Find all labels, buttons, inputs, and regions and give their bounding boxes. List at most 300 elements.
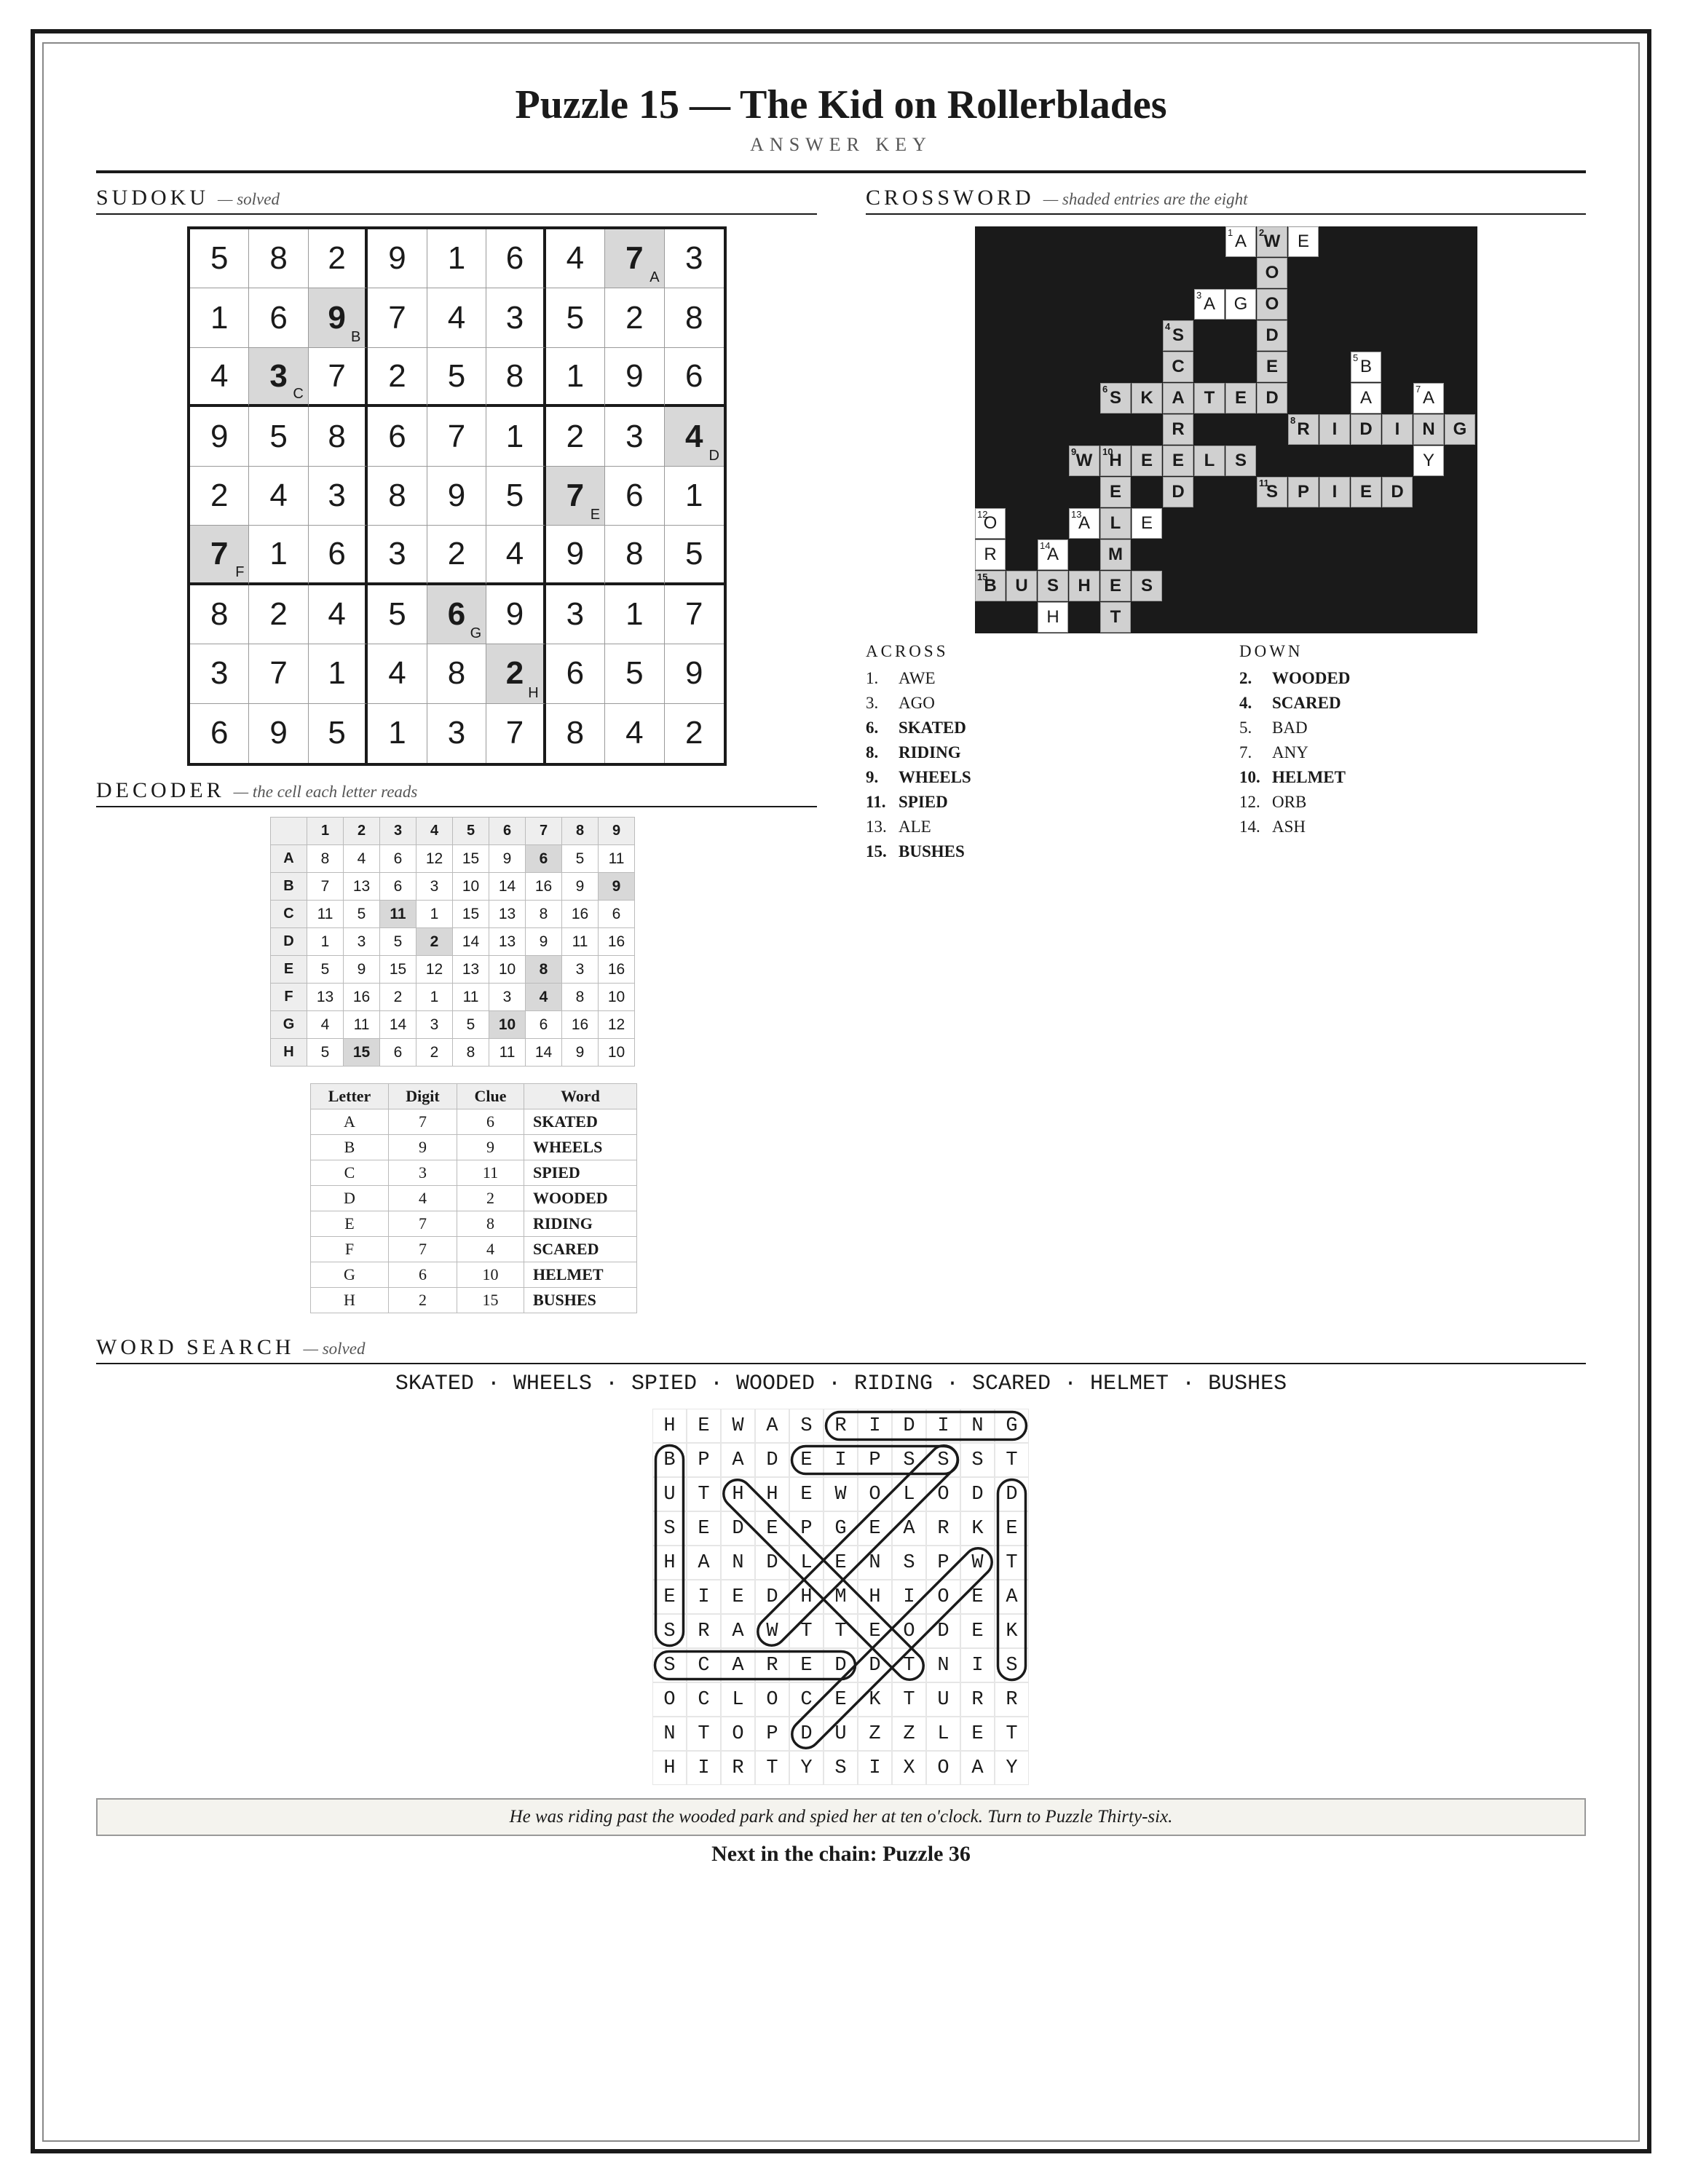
sudoku-cell <box>368 229 427 288</box>
wordsearch-cell: R <box>824 1409 858 1443</box>
sudoku-digit: 5 <box>328 715 346 751</box>
sudoku-cell <box>427 585 486 644</box>
letter-table-cell: A <box>311 1109 389 1135</box>
clue-answer: RIDING <box>899 743 961 761</box>
crossword-cell <box>975 508 1006 539</box>
wordsearch-cell: A <box>755 1409 789 1443</box>
wordsearch-cell: O <box>926 1751 960 1785</box>
sudoku-digit: 9 <box>210 418 229 454</box>
sudoku-digit: 9 <box>625 357 644 394</box>
crossword-cell <box>1069 508 1099 539</box>
wordsearch-cell: D <box>789 1717 824 1751</box>
sudoku-cell <box>665 348 724 407</box>
decoder-cell: 8 <box>526 901 562 928</box>
sudoku-cell <box>546 704 605 763</box>
sudoku-cell <box>309 467 368 526</box>
sudoku-digit: 4 <box>505 535 524 571</box>
crossword-number: 15 <box>977 571 988 582</box>
crossword-letter: D <box>1266 325 1279 345</box>
sudoku-digit: 1 <box>269 535 288 571</box>
sudoku-section-header <box>96 186 817 215</box>
sudoku-grid <box>187 226 727 766</box>
sudoku-letter-tag: G <box>470 625 482 642</box>
decoder-cell: 9 <box>344 956 380 984</box>
wordsearch-cell: S <box>652 1614 687 1648</box>
decoder-row-label: A <box>271 845 307 873</box>
decoder-cell: 6 <box>599 901 635 928</box>
wordsearch-cell: A <box>960 1751 995 1785</box>
letter-table-cell: D <box>311 1186 389 1211</box>
crossword-heading: CROSSWORD <box>866 186 1035 210</box>
crossword-number: 13 <box>1071 509 1082 520</box>
letter-table-cell: E <box>311 1211 389 1237</box>
decoder-col-header: 6 <box>489 818 526 845</box>
sudoku-cell <box>309 407 368 466</box>
decoder-section-header <box>96 778 817 807</box>
decoder-header-row <box>271 818 635 845</box>
decoder-cell: 8 <box>307 845 344 873</box>
page-subtitle: ANSWER KEY <box>750 134 932 155</box>
sudoku-digit: 9 <box>505 596 524 632</box>
sudoku-digit: 8 <box>269 240 288 277</box>
sudoku-digit: 3 <box>447 715 466 751</box>
letter-table-cell: SCARED <box>524 1237 637 1262</box>
wordsearch-cell: K <box>995 1614 1029 1648</box>
sudoku-cell <box>427 229 486 288</box>
decoder-cell: 13 <box>489 901 526 928</box>
wordsearch-cell: E <box>960 1614 995 1648</box>
sudoku-cell <box>486 644 545 703</box>
wordsearch-cell: W <box>721 1409 755 1443</box>
letter-table-header-row <box>311 1084 637 1109</box>
sudoku-digit: 9 <box>566 535 585 571</box>
crossword-cell <box>1225 383 1256 414</box>
clue-answer: SKATED <box>899 719 966 737</box>
decoder-cell: 8 <box>562 984 599 1011</box>
wordsearch-cell: S <box>789 1409 824 1443</box>
wordsearch-cell: B <box>652 1443 687 1477</box>
clue-item <box>866 691 971 716</box>
decoder-cell: 16 <box>562 1011 599 1039</box>
crossword-cell <box>1194 446 1225 476</box>
wordsearch-cell: S <box>995 1648 1029 1682</box>
crossword-cell <box>1163 320 1193 351</box>
sudoku-digit: 5 <box>505 477 524 513</box>
wordsearch-cell: E <box>721 1580 755 1614</box>
sudoku-cell <box>249 348 308 407</box>
crossword-cell <box>1413 414 1444 445</box>
sudoku-digit: 3 <box>685 240 703 277</box>
wordsearch-cell: G <box>995 1409 1029 1443</box>
sudoku-digit: 4 <box>328 596 346 632</box>
wordsearch-cell: D <box>755 1443 789 1477</box>
wordsearch-cell: D <box>926 1614 960 1648</box>
sudoku-cell <box>368 467 427 526</box>
crossword-cell <box>1351 383 1381 414</box>
crossword-cell <box>1257 477 1287 507</box>
wordsearch-cell: E <box>824 1546 858 1580</box>
wordsearch-cell: N <box>960 1409 995 1443</box>
sudoku-cell <box>427 704 486 763</box>
crossword-letter: B <box>984 576 997 596</box>
crossword-number: 8 <box>1290 415 1296 426</box>
wordsearch-cell: I <box>892 1580 926 1614</box>
crossword-letter: T <box>1204 388 1215 408</box>
clue-item <box>866 790 971 815</box>
decoder-cell: 3 <box>489 984 526 1011</box>
letter-table-row <box>311 1135 637 1160</box>
crossword-letter: H <box>1078 576 1091 596</box>
wordsearch-cell: G <box>824 1511 858 1546</box>
sudoku-digit: 5 <box>210 240 229 277</box>
crossword-letter: R <box>1172 419 1185 439</box>
wordsearch-cell: P <box>926 1546 960 1580</box>
wordsearch-cell: Z <box>858 1717 892 1751</box>
sudoku-cell <box>190 585 249 644</box>
crossword-letter: W <box>1263 232 1281 251</box>
letter-table-cell: 3 <box>389 1160 457 1186</box>
wordsearch-cell: C <box>789 1682 824 1717</box>
sudoku-digit: 5 <box>269 418 288 454</box>
wordsearch-word-list: SKATED · WHEELS · SPIED · WOODED · RIDING · SCARED · HELMET · BUSHES <box>395 1372 1287 1396</box>
letter-table-cell: 4 <box>457 1237 524 1262</box>
decoder-row-label: D <box>271 928 307 956</box>
sudoku-cell <box>249 644 308 703</box>
wordsearch-cell: D <box>960 1477 995 1511</box>
crossword-cell <box>1100 477 1131 507</box>
wordsearch-cell: W <box>960 1546 995 1580</box>
decoder-cell: 14 <box>489 873 526 901</box>
wordsearch-cell: O <box>652 1682 687 1717</box>
sudoku-cell <box>427 407 486 466</box>
clue-item <box>1239 716 1350 740</box>
wordsearch-cell: E <box>755 1511 789 1546</box>
clue-answer: WOODED <box>1272 669 1351 687</box>
decoder-cell: 14 <box>526 1039 562 1067</box>
crossword-number: 4 <box>1165 321 1171 332</box>
decoder-cell: 3 <box>344 928 380 956</box>
wordsearch-cell: P <box>789 1511 824 1546</box>
letter-table-cell: SKATED <box>524 1109 637 1135</box>
wordsearch-cell: L <box>892 1477 926 1511</box>
wordsearch-cell: H <box>652 1409 687 1443</box>
wordsearch-cell: U <box>926 1682 960 1717</box>
wordsearch-cell: R <box>755 1648 789 1682</box>
sudoku-digit: 8 <box>210 596 229 632</box>
clue-item <box>866 765 971 790</box>
clue-answer: AGO <box>899 694 935 712</box>
sudoku-cell <box>665 288 724 347</box>
sudoku-digit: 7 <box>328 357 346 394</box>
wordsearch-cell: S <box>892 1443 926 1477</box>
sudoku-digit: 5 <box>447 357 466 394</box>
clue-item <box>866 815 971 839</box>
sudoku-cell <box>486 467 545 526</box>
crossword-cell <box>1100 602 1131 633</box>
crossword-letter: A <box>1359 388 1372 408</box>
decoder-cell: 14 <box>453 928 489 956</box>
decoder-cell: 11 <box>599 845 635 873</box>
sudoku-cell <box>368 288 427 347</box>
sudoku-digit: 7 <box>685 596 703 632</box>
wordsearch-cell: A <box>721 1648 755 1682</box>
wordsearch-cell: H <box>652 1546 687 1580</box>
crossword-letter: W <box>1075 451 1093 470</box>
wordsearch-cell: N <box>721 1546 755 1580</box>
crossword-letter: O <box>1265 294 1279 314</box>
wordsearch-cell: O <box>926 1477 960 1511</box>
crossword-letter: E <box>1109 576 1121 596</box>
crossword-cell <box>1319 414 1350 445</box>
crossword-cell <box>1351 477 1381 507</box>
sudoku-cell <box>546 526 605 585</box>
crossword-letter: L <box>1204 451 1215 470</box>
sudoku-digit: 3 <box>625 418 644 454</box>
wordsearch-cell: H <box>789 1580 824 1614</box>
crossword-letter: S <box>1234 451 1247 470</box>
sudoku-digit: 2 <box>388 357 406 394</box>
sudoku-cell <box>190 229 249 288</box>
crossword-letter: U <box>1015 576 1028 596</box>
letter-table-cell: 7 <box>389 1109 457 1135</box>
crossword-letter: O <box>1265 263 1279 282</box>
crossword-letter: E <box>1172 451 1184 470</box>
crossword-letter: A <box>1203 294 1215 314</box>
decoder-row <box>271 1039 635 1067</box>
clue-number: 11. <box>866 793 886 811</box>
sudoku-cell <box>249 407 308 466</box>
sudoku-cell <box>368 585 427 644</box>
sudoku-letter-tag: C <box>293 386 304 403</box>
clue-number: 12. <box>1239 793 1260 811</box>
sudoku-cell <box>190 644 249 703</box>
crossword-cell <box>1163 446 1193 476</box>
clue-answer: ANY <box>1272 743 1308 761</box>
crossword-cell <box>1163 477 1193 507</box>
sudoku-digit: 7 <box>210 535 229 571</box>
wordsearch-cell: N <box>858 1546 892 1580</box>
sudoku-cell <box>605 407 664 466</box>
sudoku-cell <box>605 704 664 763</box>
wordsearch-cell: L <box>789 1546 824 1580</box>
crossword-letter: S <box>1140 576 1153 596</box>
decoder-cell: 9 <box>489 845 526 873</box>
decoder-cell: 11 <box>453 984 489 1011</box>
letter-table-cell: 4 <box>389 1186 457 1211</box>
wordsearch-cell: D <box>755 1546 789 1580</box>
sudoku-digit: 8 <box>328 418 346 454</box>
crossword-letter: E <box>1140 513 1153 533</box>
crossword-cell <box>1132 571 1162 601</box>
sudoku-digit: 7 <box>269 655 288 692</box>
wordsearch-cell: W <box>824 1477 858 1511</box>
answer-loop-skated <box>998 1480 1026 1680</box>
sudoku-cell <box>546 467 605 526</box>
clue-answer: ALE <box>899 818 931 836</box>
sudoku-digit: 1 <box>505 418 524 454</box>
sudoku-digit: 5 <box>388 596 406 632</box>
clue-item <box>1239 790 1350 815</box>
decoder-cell: 1 <box>307 928 344 956</box>
decoder-col-header: 5 <box>453 818 489 845</box>
crossword-letter: P <box>1297 482 1309 502</box>
clue-item <box>866 666 971 691</box>
crossword-cell <box>1132 446 1162 476</box>
decoder-cell: 5 <box>562 845 599 873</box>
wordsearch-cell: P <box>755 1717 789 1751</box>
decoder-cell: 4 <box>526 984 562 1011</box>
sudoku-digit: 1 <box>685 477 703 513</box>
answer-loop-scared <box>655 1652 856 1679</box>
sudoku-digit: 2 <box>447 535 466 571</box>
wordsearch-answer-loops <box>652 1409 1029 1785</box>
crossword-letter: T <box>1110 607 1121 627</box>
wordsearch-cell: E <box>789 1648 824 1682</box>
sudoku-digit: 6 <box>328 535 346 571</box>
decoder-row-label: G <box>271 1011 307 1039</box>
crossword-number: 7 <box>1416 384 1421 395</box>
crossword-cell <box>975 539 1006 570</box>
sudoku-cell <box>309 585 368 644</box>
across-heading: ACROSS <box>866 642 949 660</box>
crossword-cell <box>1100 508 1131 539</box>
sudoku-cell <box>309 348 368 407</box>
sudoku-cell <box>368 526 427 585</box>
decoder-cell: 12 <box>416 956 453 984</box>
crossword-grid <box>975 226 1477 633</box>
clue-answer: ORB <box>1272 793 1307 811</box>
sudoku-digit: 8 <box>685 299 703 336</box>
sudoku-letter-tag: F <box>235 563 245 580</box>
page-title: Puzzle 15 — The Kid on Rollerblades <box>515 82 1167 127</box>
letter-table-cell: BUSHES <box>524 1288 637 1313</box>
crossword-cell <box>1100 383 1131 414</box>
decoder-cell: 9 <box>562 1039 599 1067</box>
crossword-number: 14 <box>1040 540 1051 551</box>
sudoku-heading: SUDOKU <box>96 186 210 210</box>
crossword-cell <box>1006 571 1037 601</box>
wordsearch-cell: L <box>721 1682 755 1717</box>
decoder-note: — the cell each letter reads <box>233 783 418 801</box>
sudoku-digit: 4 <box>625 715 644 751</box>
decoder-cell: 15 <box>380 956 416 984</box>
sudoku-cell <box>665 467 724 526</box>
crossword-cell <box>1194 289 1225 320</box>
decoder-row <box>271 1011 635 1039</box>
crossword-number: 12 <box>977 509 988 520</box>
sudoku-digit: 6 <box>388 418 406 454</box>
wordsearch-cell: I <box>858 1409 892 1443</box>
sudoku-cell <box>309 229 368 288</box>
wordsearch-cell: S <box>960 1443 995 1477</box>
sudoku-digit: 4 <box>685 418 703 454</box>
decoder-cell: 4 <box>344 845 380 873</box>
crossword-cell <box>1257 226 1287 257</box>
wordsearch-cell: A <box>687 1546 721 1580</box>
letter-table-cell: SPIED <box>524 1160 637 1186</box>
wordsearch-cell: T <box>755 1751 789 1785</box>
decoder-cell: 13 <box>453 956 489 984</box>
crossword-letter: G <box>1453 419 1467 439</box>
sudoku-cell <box>190 526 249 585</box>
wordsearch-cell: Z <box>892 1717 926 1751</box>
letter-table-header: Letter <box>311 1084 389 1109</box>
sudoku-letter-tag: B <box>350 328 361 345</box>
wordsearch-cell: R <box>995 1682 1029 1717</box>
answer-loop-bushes <box>656 1446 684 1646</box>
sudoku-cell <box>605 229 664 288</box>
crossword-cell <box>1351 352 1381 382</box>
sudoku-cell <box>605 348 664 407</box>
sudoku-letter-tag: D <box>708 447 719 464</box>
crossword-cell <box>1100 539 1131 570</box>
crossword-number: 6 <box>1102 384 1108 395</box>
sudoku-cell <box>368 407 427 466</box>
sudoku-cell <box>665 526 724 585</box>
decoder-cell: 5 <box>307 1039 344 1067</box>
sudoku-cell <box>665 585 724 644</box>
crossword-letter: Y <box>1422 451 1434 470</box>
sudoku-note: — solved <box>218 190 280 208</box>
decoder-cell: 5 <box>344 901 380 928</box>
decoder-cell: 6 <box>380 845 416 873</box>
crossword-letter: D <box>1266 388 1279 408</box>
sudoku-cell <box>486 526 545 585</box>
wordsearch-cell: E <box>858 1614 892 1648</box>
sudoku-cell <box>427 348 486 407</box>
sudoku-digit: 8 <box>625 535 644 571</box>
sudoku-cell <box>546 348 605 407</box>
clue-answer: ASH <box>1272 818 1306 836</box>
sudoku-cell <box>605 467 664 526</box>
wordsearch-cell: R <box>960 1682 995 1717</box>
letter-table-cell: RIDING <box>524 1211 637 1237</box>
wordsearch-cell: M <box>824 1580 858 1614</box>
wordsearch-cell: O <box>858 1477 892 1511</box>
wordsearch-cell: I <box>687 1751 721 1785</box>
sudoku-cell <box>249 288 308 347</box>
wordsearch-cell: E <box>995 1511 1029 1546</box>
wordsearch-cell: T <box>687 1477 721 1511</box>
wordsearch-cell: S <box>652 1648 687 1682</box>
decoder-cell: 10 <box>599 984 635 1011</box>
wordsearch-note: — solved <box>303 1340 366 1358</box>
crossword-letter: I <box>1394 419 1400 439</box>
wordsearch-cell: S <box>652 1511 687 1546</box>
sudoku-digit: 8 <box>505 357 524 394</box>
crossword-cell <box>1038 571 1068 601</box>
wordsearch-cell: N <box>926 1648 960 1682</box>
wordsearch-cell: I <box>960 1648 995 1682</box>
clue-number: 7. <box>1239 743 1252 761</box>
clue-item <box>1239 691 1350 716</box>
sudoku-cell <box>249 526 308 585</box>
decoder-cell: 2 <box>380 984 416 1011</box>
sudoku-digit: 5 <box>685 535 703 571</box>
sudoku-digit: 5 <box>566 299 585 336</box>
decoder-cell: 3 <box>562 956 599 984</box>
sudoku-cell <box>546 407 605 466</box>
clue-item <box>866 740 971 765</box>
wordsearch-cell: Y <box>789 1751 824 1785</box>
decoder-col-header: 3 <box>380 818 416 845</box>
clue-answer: BAD <box>1272 719 1308 737</box>
answer-loop-wooded <box>786 1543 998 1754</box>
crossword-cell <box>1225 446 1256 476</box>
crossword-cell <box>975 571 1006 601</box>
wordsearch-cell: E <box>858 1511 892 1546</box>
sudoku-digit: 6 <box>447 596 466 632</box>
